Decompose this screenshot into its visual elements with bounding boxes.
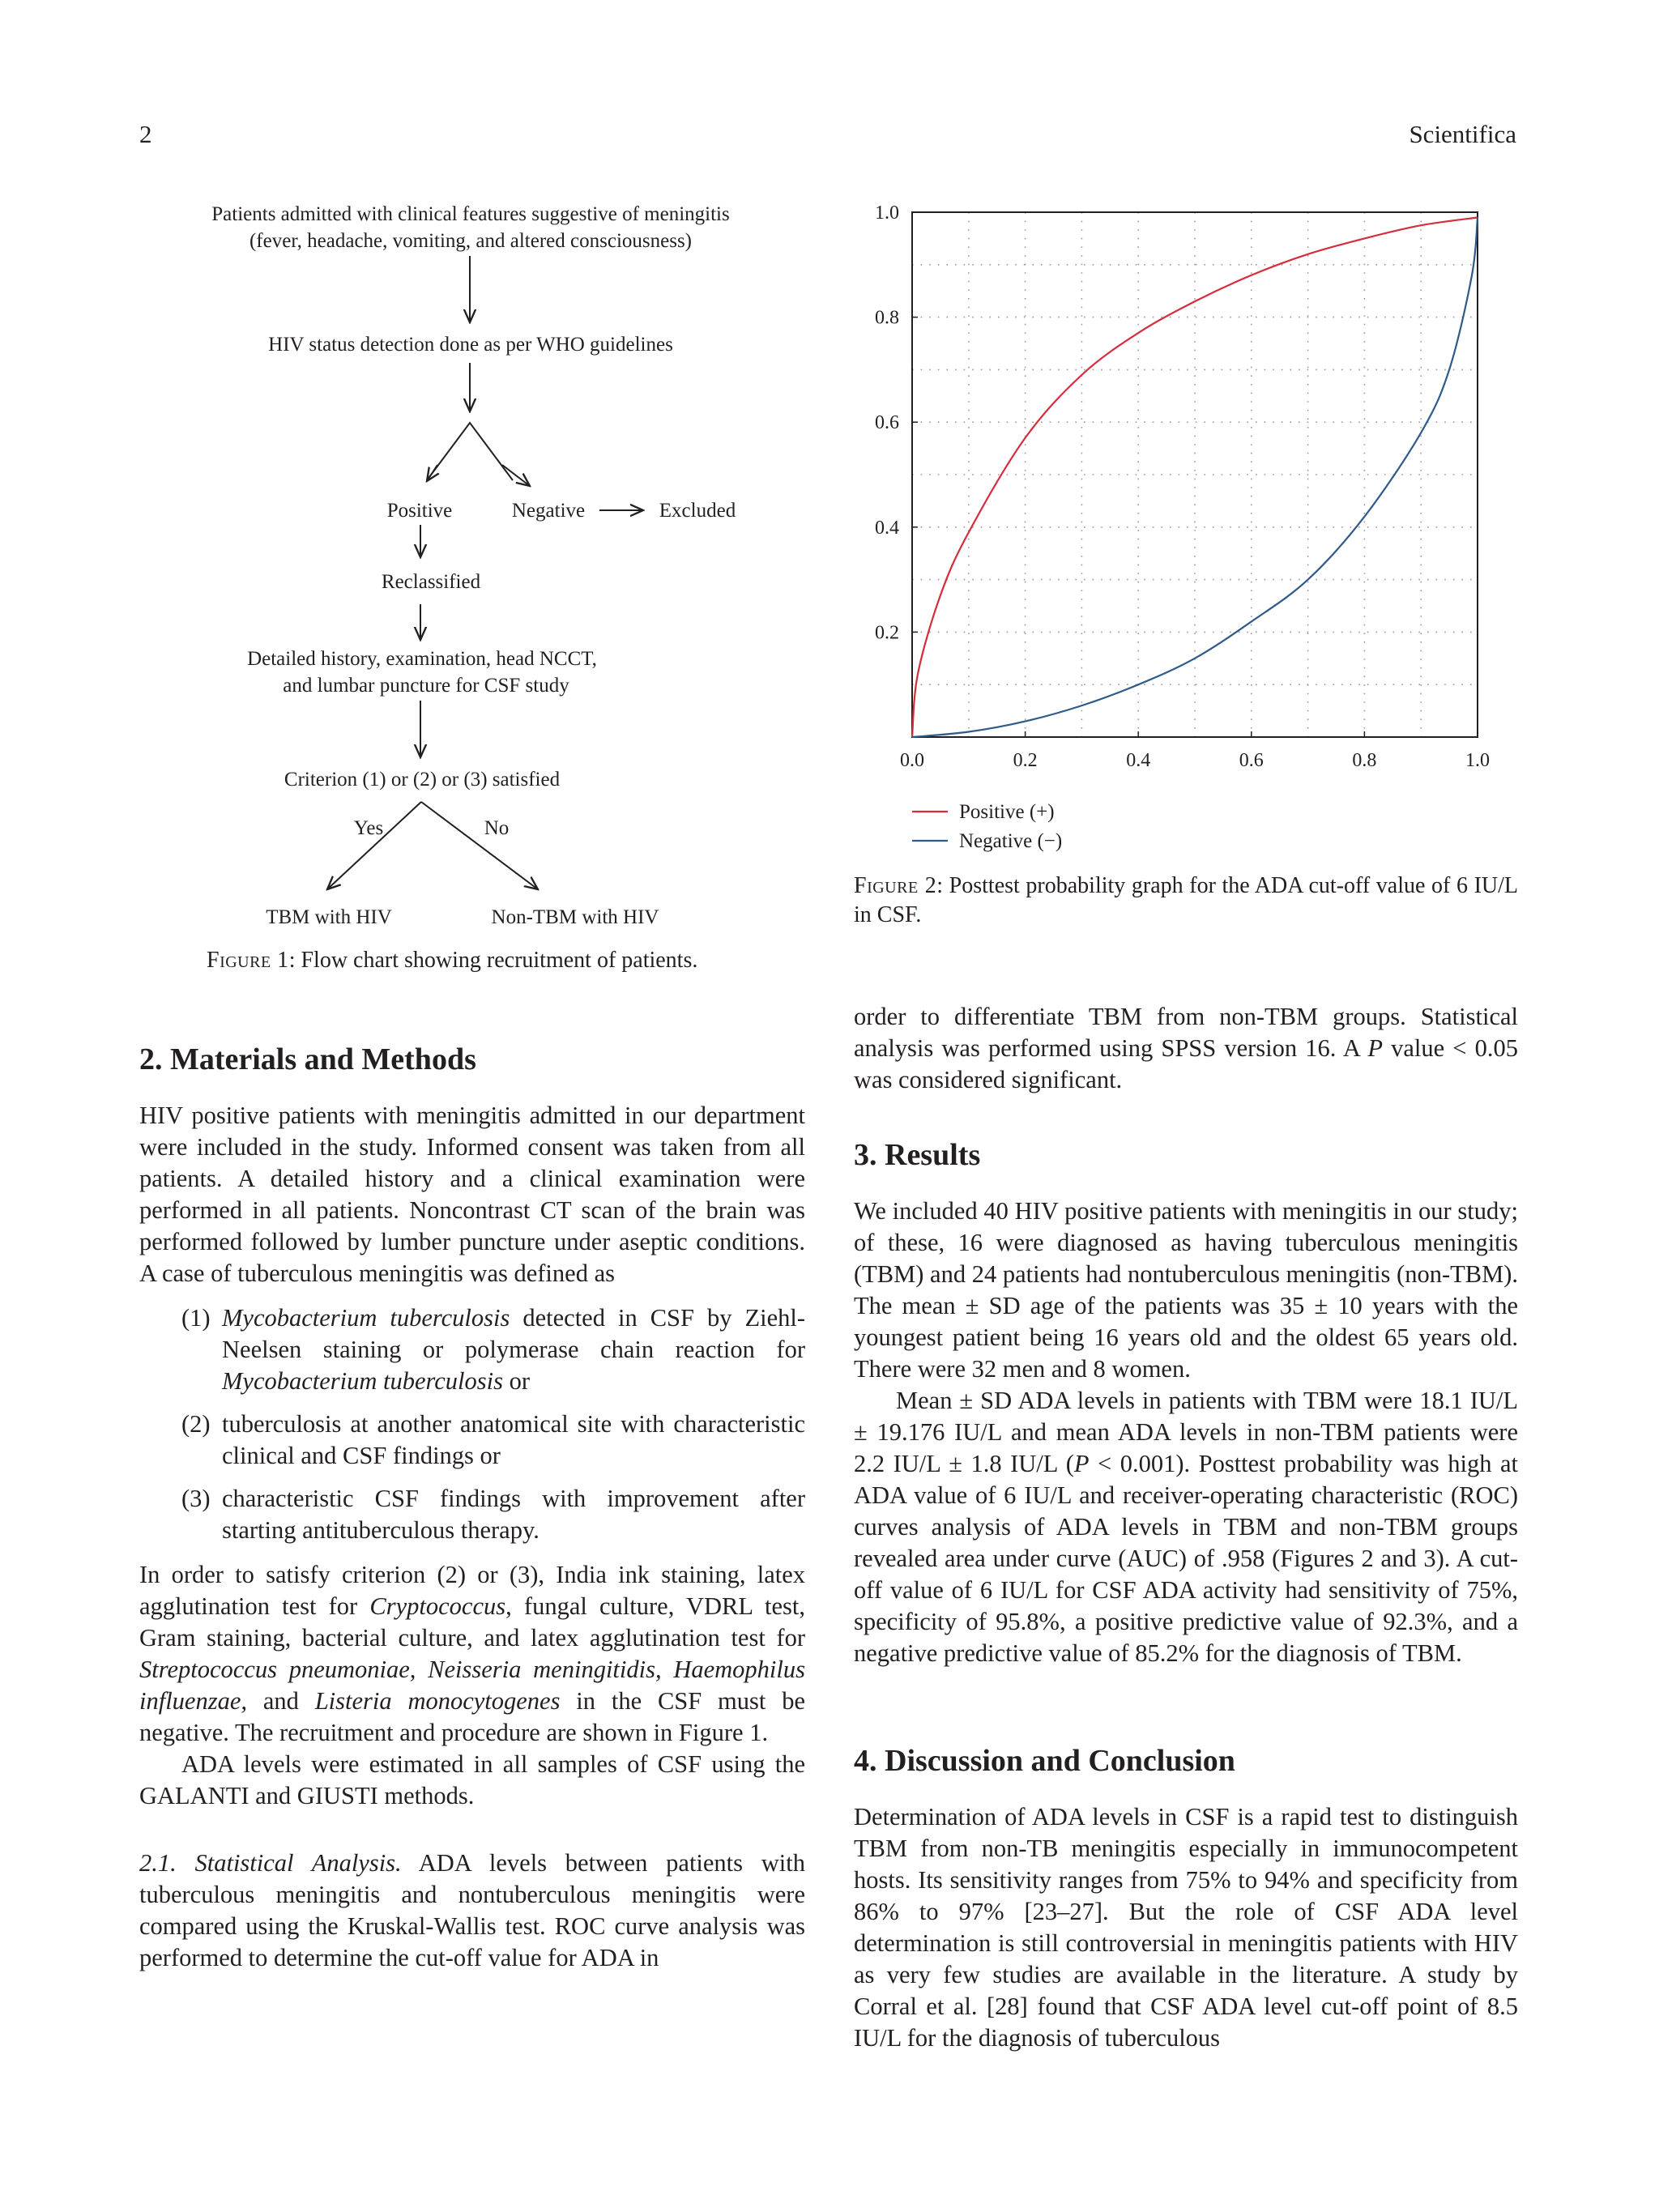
flow-negative: Negative <box>511 500 586 522</box>
x-tick-label: 1.0 <box>1465 750 1490 771</box>
chart-legend <box>912 801 1062 852</box>
figure-2-text: : Posttest probability graph for the ADA cut-off value of 6 IU/L in CSF. <box>854 873 1518 927</box>
flow-non-tbm: Non-TBM with HIV <box>491 906 659 928</box>
sec21-paragraph: 2.1. Statistical Analysis. ADA levels between patients with tuberculous meningitis and nontuberculous meningitis were compared using the Kruskal-Wallis test. ROC curve analysis was performed to determine the cut-off value for ADA in <box>139 1849 805 1971</box>
criteria-item-3: (3) characteristic CSF findings with improvement after starting antituberculous therapy. <box>181 1485 805 1544</box>
y-tick-label: 1.0 <box>875 202 899 224</box>
branch-lines <box>427 423 513 480</box>
figure-1-text: : Flow chart showing recruitment of patients. <box>288 948 698 973</box>
section-4-title: 4. Discussion and Conclusion <box>854 1744 1235 1778</box>
series-negative-line <box>912 217 1478 737</box>
arrow-positive <box>427 465 437 481</box>
flow-no: No <box>484 817 510 839</box>
criteria-item-2: (2) tuberculosis at another anatomical site with characteristic clinical and CSF findings or <box>181 1410 805 1469</box>
results-text <box>854 1196 1518 1669</box>
flow-step-1-line2: (fever, headache, vomiting, and altered consciousness) <box>249 230 692 252</box>
sec2-paragraph-2: In order to satisfy criterion (2) or (3), India ink staining, latex agglutination test for Cryptococcus, fungal culture, VDRL test, Gram staining, bacterial culture, and latex agglutination test for Streptococcus pneumoniae, Neisseria meningitidis, Haemophilus influenzae, and Listeria monocytogenes in the CSF must be negative. The recruitment and procedure are shown in Figure 1. <box>139 1561 806 1746</box>
section-2-title: 2. Materials and Methods <box>139 1042 476 1076</box>
sec3-paragraph-2: Mean ± SD ADA levels in patients with TBM were 18.1 IU/L ± 19.176 IU/L and mean ADA levels in non-TBM patients were 2.2 IU/L ± 1.8 IU/L (P < 0.001). Posttest probability was high at ADA value of 6 IU/L and receiver-operating characteristic (ROC) curves analysis of ADA levels in TBM and non-TBM groups revealed area under curve (AUC) of .958 (Figures 2 and 3). A cut-off value of 6 IU/L for CSF ADA activity had sensitivity of 75%, specificity of 95.8%, a positive predictive value of 92.3%, and a negative predictive value of 85.2% for the diagnosis of TBM. <box>854 1387 1518 1667</box>
sec2-paragraph-1: HIV positive patients with meningitis admitted in our department were included in the study. Informed consent was taken from all patients. A detailed history and a clinical examination were performed in all patients. Noncontrast CT scan of the brain was performed followed by lumber puncture under aseptic conditions. A case of tuberculous meningitis was defined as <box>139 1102 805 1287</box>
flow-excluded: Excluded <box>659 500 736 522</box>
section-3-title: 3. Results <box>854 1138 981 1172</box>
discussion-text <box>854 1801 1518 2054</box>
flow-step-4-line2: and lumbar puncture for CSF study <box>283 675 569 697</box>
chart-lines <box>912 217 1478 737</box>
legend-label: Negative (−) <box>959 830 1063 852</box>
left-column <box>139 1100 805 1974</box>
y-tick-label: 0.4 <box>875 517 899 539</box>
y-tick-label: 0.6 <box>875 412 899 434</box>
flow-criterion: Criterion (1) or (2) or (3) satisfied <box>284 769 561 791</box>
flow-step-4-line1: Detailed history, examination, head NCCT, <box>247 648 597 670</box>
flow-step-2: HIV status detection done as per WHO guidelines <box>268 334 673 356</box>
right-column-continuation: order to differentiate TBM from non-TBM groups. Statistical analysis was performed using SPSS version 16. A P value < 0.05 was considered significant. <box>854 1003 1519 1093</box>
x-tick-label: 0.2 <box>1013 750 1038 771</box>
x-tick-label: 0.6 <box>1239 750 1264 771</box>
chart-ticks <box>875 202 1490 771</box>
subsection-2-1-title: 2.1. Statistical Analysis. <box>139 1849 402 1877</box>
flow-reclassified: Reclassified <box>381 571 481 593</box>
x-tick-label: 0.0 <box>900 750 924 771</box>
figure-2-label: Figure 2 <box>854 873 937 898</box>
criteria-list <box>139 1302 805 1546</box>
legend-label: Positive (+) <box>959 801 1055 823</box>
sec2-paragraph-3: ADA levels were estimated in all samples of CSF using the GALANTI and GIUSTI methods. <box>139 1750 805 1809</box>
y-tick-label: 0.8 <box>875 307 899 329</box>
x-tick-label: 0.4 <box>1126 750 1151 771</box>
sec4-paragraph-1: Determination of ADA levels in CSF is a rapid test to distinguish TBM from non-TB meningitis especially in immunocompetent hosts. Its sensitivity ranges from 75% to 94% and specificity from 86% to 97% [23–27]. But the role of CSF ADA level determination is still controversial in meningitis patients with HIV as very few studies are available in the literature. A study by Corral et al. [28] found that CSF ADA level cut-off point of 8.5 IU/L for the diagnosis of tuberculous <box>854 1803 1518 2052</box>
posttest-probability-chart <box>842 194 1539 859</box>
x-tick-label: 0.8 <box>1352 750 1377 771</box>
figure-1-label: Figure 1 <box>207 948 289 973</box>
flow-step-1-line1: Patients admitted with clinical features suggestive of meningitis <box>211 203 730 225</box>
figure-2-caption <box>854 872 1518 930</box>
figure-1-caption <box>207 946 697 975</box>
flow-positive: Positive <box>386 500 453 522</box>
journal-name: Scientifica <box>1409 120 1516 148</box>
flow-tbm: TBM with HIV <box>266 906 392 928</box>
criteria-item-1: (1) Mycobacterium tuberculosis detected in CSF by Ziehl-Neelsen staining or polymerase chain reaction for Mycobacterium tuberculosis or <box>181 1304 805 1395</box>
y-tick-label: 0.2 <box>875 622 899 644</box>
sec3-paragraph-1: We included 40 HIV positive patients with meningitis in our study; of these, 16 were diagnosed as having tuberculous meningitis (TBM) and 24 patients had nontuberculous meningitis (non-TBM). The mean ± SD age of the patients was 35 ± 10 years with the youngest patient being 16 years old and the oldest 65 years old. There were 32 men and 8 women. <box>854 1197 1518 1383</box>
arrow-negative <box>502 465 530 486</box>
page-number: 2 <box>139 120 152 148</box>
flow-yes: Yes <box>353 817 384 839</box>
